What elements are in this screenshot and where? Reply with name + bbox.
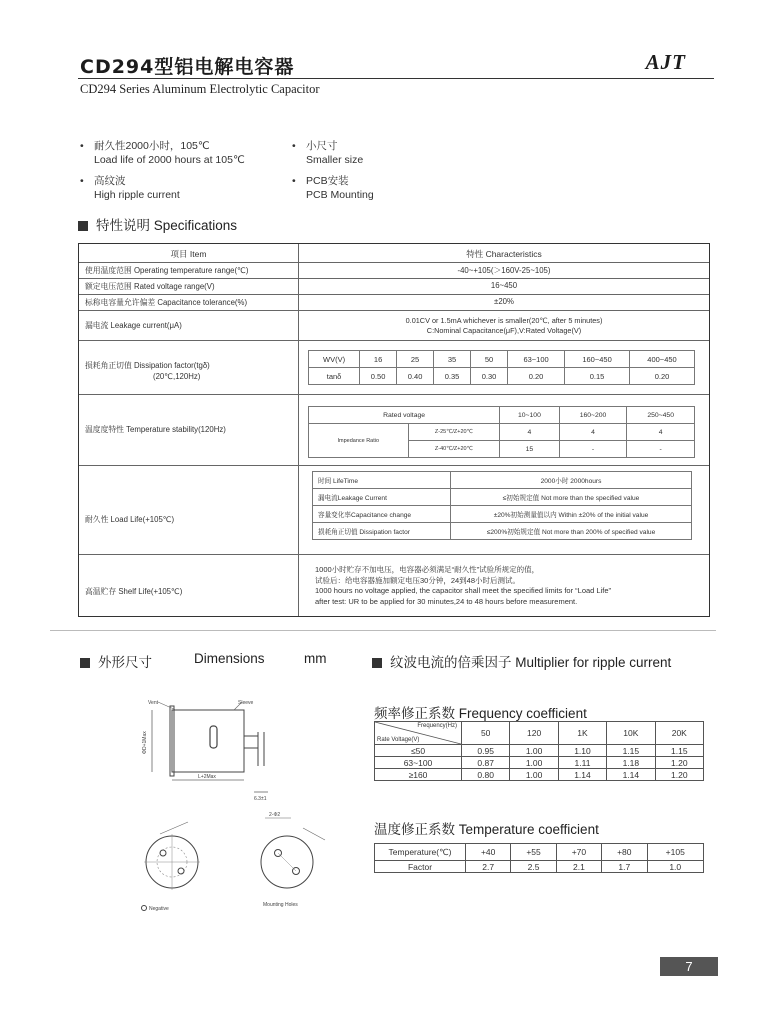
table-cell: WV(V) [309,351,360,368]
vent-label: Vent [148,700,159,706]
row-divider [79,294,709,295]
table-cell: tanδ [309,368,360,385]
spec-label-cap-tolerance: 标称电容量允许偏差 Capacitance tolerance(%) [85,298,248,307]
table-cell: 4 [627,424,695,441]
spec-value-leakage-line1: 0.01CV or 1.5mA whichever is smaller(20℃, after 5 minutes) [405,316,603,325]
table-header-cell: 50 [462,722,510,745]
shelf-life-note [315,565,611,607]
bullet-icon: • [292,175,296,187]
spec-label-dissipation: 损耗角正切值 Dissipation factor(tgδ) [85,361,210,370]
negative-label: Negative [149,906,169,912]
table-cell: ±20%初始测量值以内 Within ±20% of the initial value [451,506,692,523]
square-bullet-icon [80,658,90,668]
feature-ripple [80,174,180,202]
table-cell: 160~450 [565,351,630,368]
table-cell: 1.14 [607,769,655,781]
table-row [313,523,692,540]
shelf-life-line: 试验后：给电容器施加额定电压30分钟，24到48小时后测试。 [315,575,521,585]
table-cell: 漏电流Leakage Current [313,489,451,506]
table-cell: 25 [397,351,434,368]
shelf-life-line: 1000 hours no voltage applied, the capacitor shall meet the specified limits for “Load Life” [315,586,612,595]
table-cell: 1.10 [558,745,606,757]
table-cell: 1.00 [510,769,558,781]
row-divider [79,278,709,279]
table-cell: 0.30 [471,368,508,385]
table-row [375,769,704,781]
temp-stability-table [308,406,695,458]
table-row [309,351,695,368]
spec-value-operating-temp: -40~+105(＞160V-25~105) [457,266,551,275]
table-cell: 0.40 [397,368,434,385]
table-header-cell: 10K [607,722,655,745]
table-header-cell: Temperature(℃) [375,844,466,861]
specifications-heading [78,214,237,234]
spec-value-cap-tolerance: ±20% [494,297,514,306]
spec-label-load-life: 耐久性 Load Life(+105℃) [85,515,175,524]
table-cell: 250~450 [627,407,695,424]
feature-cn: 高纹波 [94,175,126,187]
table-cell: 1.00 [510,745,558,757]
mounting-holes-label: Mounting Holes [263,902,298,908]
page-number: 7 [660,957,718,976]
table-cell: Factor [375,861,466,873]
table-cell: Z-25℃/Z+20℃ [408,424,500,441]
table-cell: 0.95 [462,745,510,757]
section-divider [50,630,716,631]
table-cell: 1.15 [607,745,655,757]
table-cell: 2000小时 2000hours [451,472,692,489]
table-header-cell: +40 [466,844,511,861]
feature-cn: 耐久性2000小时，105℃ [94,140,210,152]
table-cell: 2.5 [511,861,556,873]
feature-size [292,139,364,167]
corner-cell [375,722,462,745]
table-cell: 0.50 [360,368,397,385]
table-cell: 损耗角正切值 Dissipation factor [313,523,451,540]
table-cell: 1.18 [607,757,655,769]
shelf-life-line: after test: UR to be applied for 30 minutes,24 to 48 hours before measurement. [315,596,578,606]
table-cell: 0.80 [462,769,510,781]
table-cell: 15 [500,441,560,458]
specifications-heading-text: 特性说明 Specifications [96,218,238,233]
table-header-cell: 1K [558,722,606,745]
spec-label-operating-temp: 使用温度范围 Operating temperature range(℃) [85,266,249,275]
square-bullet-icon [372,658,382,668]
table-row [375,745,704,757]
table-cell: 0.87 [462,757,510,769]
title-divider [78,78,714,79]
pin-label: 2-Φ2 [269,812,281,818]
table-cell: - [559,441,627,458]
table-row [313,472,692,489]
table-cell: 160~200 [559,407,627,424]
feature-en: PCB Mounting [306,189,374,201]
feature-en: High ripple current [94,189,180,201]
table-cell: ≥160 [375,769,462,781]
specifications-table [78,243,710,617]
spec-label-rated-voltage: 额定电压范围 Rated voltage range(V) [85,282,215,291]
dissipation-table [308,350,695,385]
page-title: CD294型铝电解电容器 [80,56,295,78]
table-row [309,368,695,385]
frequency-coefficient-title: 频率修正系数 Frequency coefficient [374,706,587,721]
row-divider [79,554,709,555]
table-cell: Impedance Ratio [309,424,409,458]
table-cell: 0.20 [630,368,695,385]
table-header-cell: +80 [602,844,647,861]
table-cell: 1.11 [558,757,606,769]
temperature-coefficient-title: 温度修正系数 Temperature coefficient [374,822,599,837]
mounting-holes-drawing [245,812,345,922]
table-row [375,722,704,745]
feature-cn: 小尺寸 [306,140,338,152]
row-divider [79,310,709,311]
feature-en: Load life of 2000 hours at 105℃ [94,154,245,166]
table-row [309,407,695,424]
lead-length-label: 6.3±1 [254,796,267,802]
table-row [309,424,695,441]
table-cell: Z-40℃/Z+20℃ [408,441,500,458]
table-row [313,489,692,506]
table-cell: 63~100 [508,351,565,368]
length-label: L+2Max [198,774,216,780]
frequency-coefficient-table [374,721,704,781]
dimensions-heading-cn: 外形尺寸 [98,655,152,670]
row-divider [79,262,709,263]
table-cell: 1.00 [510,757,558,769]
shelf-life-line: 1000小时贮存不加电压，电容器必须满足“耐久性”试验所规定的值， [315,565,540,574]
feature-pcb [292,174,374,202]
sleeve-label: Sleeve [238,700,254,706]
dimensions-unit: mm [304,651,327,666]
ripple-heading-text: 纹波电流的倍乘因子 Multiplier for ripple current [390,655,672,670]
table-header-cell: +55 [511,844,556,861]
table-cell: 4 [559,424,627,441]
bullet-icon: • [80,175,84,187]
spec-label-dissipation-cond: (20℃,120Hz) [153,372,201,381]
feature-cn: PCB安装 [306,175,349,187]
table-cell: 1.0 [647,861,704,873]
temperature-coefficient-table [374,843,704,873]
table-cell: - [627,441,695,458]
spec-label-shelf-life: 高温贮存 Shelf Life(+105℃) [85,587,183,596]
table-cell: 2.7 [466,861,511,873]
spec-label-leakage: 漏电流 Leakage current(μA) [85,321,182,330]
table-cell: 63~100 [375,757,462,769]
row-divider [79,340,709,341]
table-row [375,844,704,861]
corner-bottom-label: Rate Voltage(V) [377,737,420,743]
table-cell: ≤初始规定值 Not more than the specified value [451,489,692,506]
table-cell: ≤200%初始规定值 Not more than 200% of specified value [451,523,692,540]
table-cell: 400~450 [630,351,695,368]
table-header-cell: +105 [647,844,704,861]
table-row [313,506,692,523]
dimensions-heading [80,651,152,671]
table-cell: 1.15 [655,745,703,757]
table-row [375,757,704,769]
table-cell: 1.20 [655,757,703,769]
dimensions-heading-en: Dimensions [194,651,265,666]
page-subtitle: CD294 Series Aluminum Electrolytic Capacitor [80,82,320,96]
table-cell: 1.20 [655,769,703,781]
table-header-cell: 20K [655,722,703,745]
table-cell: 容量变化率Capacitance change [313,506,451,523]
table-cell: ≤50 [375,745,462,757]
table-cell: 10~100 [500,407,560,424]
table-cell: 0.20 [508,368,565,385]
table-cell: 16 [360,351,397,368]
column-header-characteristics: 特性 Characteristics [466,249,542,259]
table-header-cell: 120 [510,722,558,745]
table-cell: 35 [434,351,471,368]
capacitor-side-view-drawing [130,696,290,806]
table-cell: 时间 LifeTime [313,472,451,489]
table-cell: 4 [500,424,560,441]
table-row [375,861,704,873]
brand-logo: AJT [645,50,686,74]
table-cell: 0.15 [565,368,630,385]
spec-value-rated-voltage: 16~450 [490,281,518,290]
square-bullet-icon [78,221,88,231]
row-divider [79,465,709,466]
spec-label-temp-stability: 温度度特性 Temperature stability(120Hz) [85,425,226,434]
feature-load-life [80,139,245,167]
load-life-table [312,471,692,540]
table-cell: 1.14 [558,769,606,781]
diameter-label: ΦD+1Max [142,731,148,754]
table-header-cell: +70 [556,844,601,861]
spec-value-leakage-line2: C:Nominal Capacitance(μF),V:Rated Voltage(V) [426,326,582,335]
corner-top-label: Frequency(Hz) [417,723,457,729]
bullet-icon: • [292,140,296,152]
table-cell: 2.1 [556,861,601,873]
ripple-heading [372,651,671,671]
table-cell: Rated voltage [309,407,500,424]
capacitor-top-view-drawing [130,812,220,922]
table-cell: 1.7 [602,861,647,873]
column-header-item: 项目 Item [170,249,207,259]
bullet-icon: • [80,140,84,152]
row-divider [79,394,709,395]
feature-en: Smaller size [306,154,364,166]
table-cell: 50 [471,351,508,368]
table-cell: 0.35 [434,368,471,385]
